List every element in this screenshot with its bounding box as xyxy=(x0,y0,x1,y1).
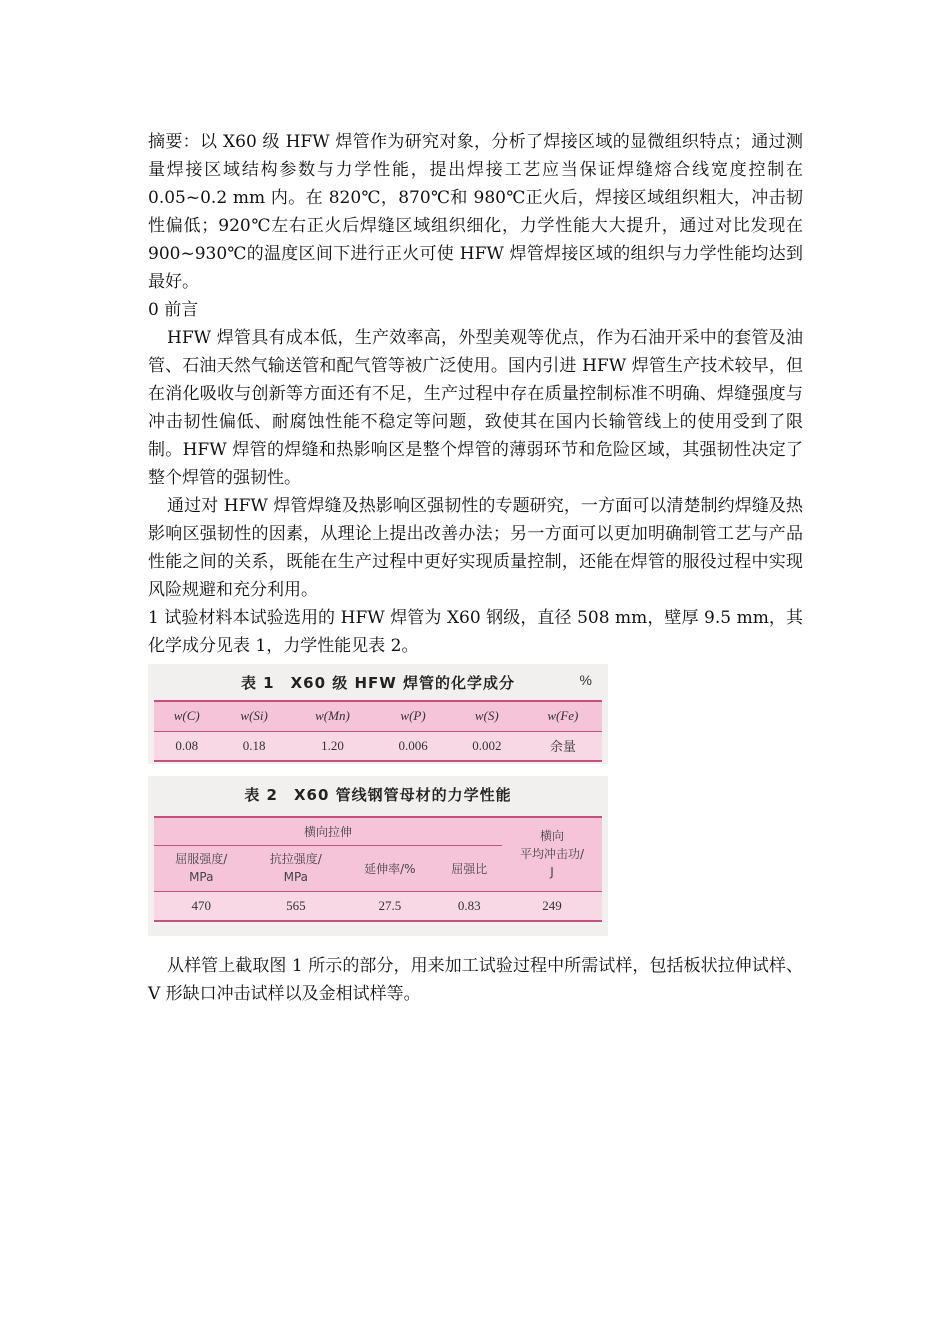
table-1-header-cell: w(Si) xyxy=(240,708,268,724)
table-1 xyxy=(154,700,602,762)
table-1-caption: 表 1 X60 级 HFW 焊管的化学成分 xyxy=(240,674,516,692)
table-2-value-cell: 470 xyxy=(191,897,212,913)
table-1-value-row xyxy=(154,731,602,761)
table-2-header-elongation: 延伸率/% xyxy=(364,861,416,876)
table-1-value-cell: 0.08 xyxy=(175,737,199,753)
impact-header-line: 平均冲击功/ xyxy=(519,847,585,862)
table-2-value-cell: 249 xyxy=(542,897,562,913)
table-1-value-cell: 余量 xyxy=(549,739,576,755)
document-body xyxy=(148,128,803,1008)
table-1-header-row xyxy=(154,701,602,731)
table-1-unit: % xyxy=(579,672,592,688)
header-line: MPa xyxy=(283,870,309,884)
table-2-group-header: 横向拉伸 xyxy=(154,817,502,845)
table-2-header-ratio: 屈强比 xyxy=(451,861,488,876)
table-1-figure xyxy=(148,664,608,764)
table-2-header-tensile xyxy=(249,845,344,891)
table-1-value-cell: 1.20 xyxy=(321,737,344,753)
table-2-value-cell: 565 xyxy=(286,897,306,913)
table-1-header-cell: w(Fe) xyxy=(547,708,579,724)
table-2-value-row xyxy=(154,891,602,921)
table-1-value-cell: 0.18 xyxy=(242,737,266,753)
table-2-impact-header xyxy=(502,817,602,891)
header-line: 抗拉强度/ xyxy=(269,852,322,866)
abstract: 摘要：以 X60 级 HFW 焊管作为研究对象，分析了焊接区域的显微组织特点；通过测量焊接区域结构参数与力学性能，提出焊接工艺应当保证焊缝熔合线宽度控制在 0.05~0.2 mm 内。在 820℃，870℃和 980℃正火后，焊接区域组织粗大，冲击韧性偏低；920℃左右正火后焊缝区域组织细化，力学性能大大提升，通过对比发现在 900~930℃的温度区间下进行正火可使 HFW 焊管焊接区域的组织与力学性能均达到最好。 xyxy=(148,132,803,292)
paragraph-1: HFW 焊管具有成本低，生产效率高，外型美观等优点，作为石油开采中的套管及油管、石油天然气输送管和配气管等被广泛使用。国内引进 HFW 焊管生产技术较早，但在消化吸收与创新等方面还有不足，生产过程中存在质量控制标准不明确、焊缝强度与冲击韧性偏低、耐腐蚀性能不稳定等问题，致使其在国内长输管线上的使用受到了限制。HFW 焊管的焊缝和热影响区是整个焊管的薄弱环节和危险区域，其强韧性决定了整个焊管的强韧性。 xyxy=(148,328,803,488)
table-1-header-cell: w(Mn) xyxy=(315,708,350,724)
table-2-caption: 表 2 X60 管线钢管母材的力学性能 xyxy=(244,786,512,804)
section-1-text: 1 试验材料本试验选用的 HFW 焊管为 X60 钢级，直径 508 mm，壁厚 9.5 mm，其化学成分见表 1，力学性能见表 2。 xyxy=(148,608,803,656)
table-1-value-cell: 0.002 xyxy=(472,737,502,753)
section-0-title: 0 前言 xyxy=(148,300,199,320)
paragraph-3: 从样管上截取图 1 所示的部分，用来加工试验过程中所需试样，包括板状拉伸试样、V 形缺口冲击试样以及金相试样等。 xyxy=(148,956,803,1004)
table-1-value-cell: 0.006 xyxy=(398,737,428,753)
impact-header-line: J xyxy=(550,865,554,880)
paragraph-2: 通过对 HFW 焊管焊缝及热影响区强韧性的专题研究，一方面可以清楚制约焊缝及热影响区强韧性的因素，从理论上提出改善办法；另一方面可以更加明确制管工艺与产品性能之间的关系，既能在生产过程中更好实现质量控制，还能在焊管的服役过程中实现风险规避和充分利用。 xyxy=(148,496,803,600)
table-2-header-yield xyxy=(154,845,249,891)
impact-header-line: 横向 xyxy=(539,829,564,844)
table-2-group-row xyxy=(154,817,602,845)
table-2-figure xyxy=(148,776,608,936)
table-2 xyxy=(154,816,602,922)
header-line: 屈服强度/ xyxy=(175,852,228,866)
table-2-value-cell: 27.5 xyxy=(378,897,402,913)
table-1-header-cell: w(S) xyxy=(474,708,499,724)
header-line: MPa xyxy=(189,870,214,884)
table-1-header-cell: w(P) xyxy=(400,708,426,724)
table-2-value-cell: 0.83 xyxy=(457,897,481,913)
table-1-header-cell: w(C) xyxy=(173,708,200,724)
